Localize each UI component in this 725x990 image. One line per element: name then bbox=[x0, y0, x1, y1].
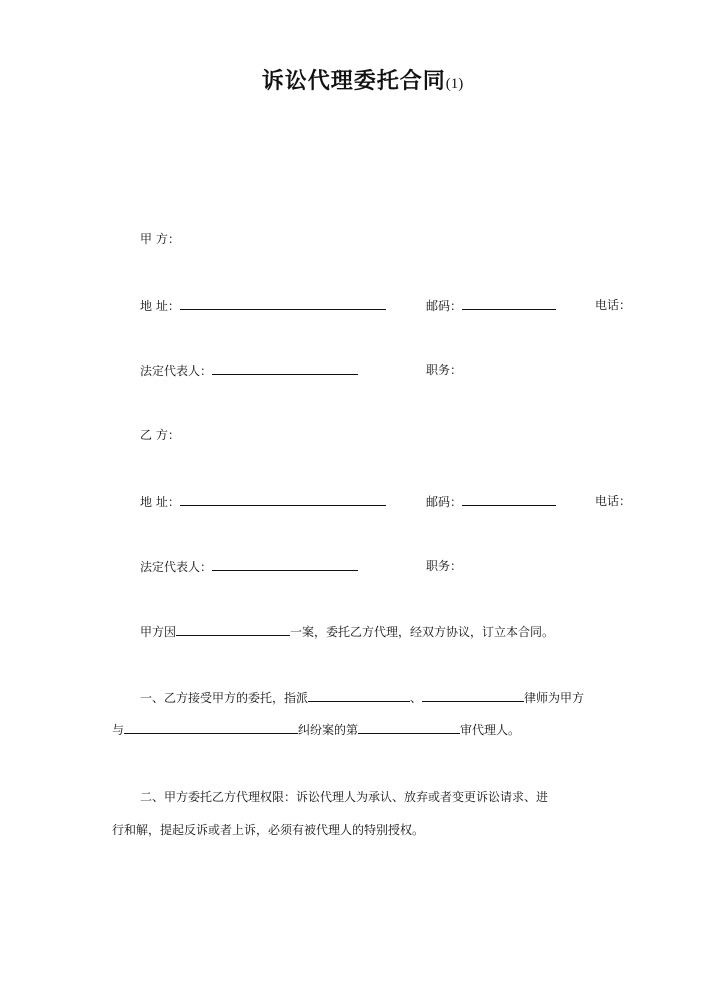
party-b-position-label: 职务： bbox=[426, 559, 463, 573]
party-b-address-field[interactable] bbox=[180, 493, 386, 506]
party-a-label: 甲 方： bbox=[140, 232, 180, 246]
party-a-address-row bbox=[140, 297, 386, 313]
clause1-sep: 、 bbox=[410, 691, 423, 705]
party-a-rep-label: 法定代表人： bbox=[140, 364, 213, 378]
clause1-line1 bbox=[140, 689, 584, 705]
intro-prefix: 甲方因 bbox=[140, 625, 177, 639]
clause1-text4: 纠纷案的第 bbox=[298, 723, 359, 737]
clause1-line2 bbox=[112, 721, 520, 737]
title-text: 诉讼代理委托合同 bbox=[261, 68, 446, 94]
lawyer1-field[interactable] bbox=[308, 689, 410, 702]
party-b-rep-field[interactable] bbox=[212, 558, 358, 571]
party-b-phone-label: 电话： bbox=[595, 494, 632, 508]
party-a-address-label: 地 址： bbox=[140, 299, 180, 313]
party-a-rep-field[interactable] bbox=[212, 362, 358, 375]
party-a-phone-label: 电话： bbox=[595, 298, 632, 312]
clause1-text5: 审代理人。 bbox=[460, 723, 521, 737]
party-b-label: 乙 方： bbox=[140, 428, 180, 442]
party-b-rep-row bbox=[140, 558, 358, 574]
party-a-postcode-row bbox=[426, 297, 556, 313]
party-b-rep-label: 法定代表人： bbox=[140, 560, 213, 574]
opposing-party-field[interactable] bbox=[124, 721, 298, 734]
clause1-text1: 一、乙方接受甲方的委托，指派 bbox=[140, 691, 309, 705]
intro-suffix: 一案，委托乙方代理，经双方协议，订立本合同。 bbox=[290, 625, 555, 639]
party-b-postcode-field[interactable] bbox=[462, 493, 556, 506]
clause1-text2: 律师为甲方 bbox=[524, 691, 585, 705]
document-title bbox=[0, 64, 725, 95]
clause2-line2: 行和解，提起反诉或者上诉，必须有被代理人的特别授权。 bbox=[112, 823, 425, 837]
case-name-field[interactable] bbox=[176, 623, 290, 636]
party-b-address-label: 地 址： bbox=[140, 495, 180, 509]
party-a-postcode-label: 邮码： bbox=[426, 299, 463, 313]
party-b-address-row bbox=[140, 493, 386, 509]
title-suffix: (1) bbox=[445, 76, 464, 92]
clause2-line1: 二、甲方委托乙方代理权限：诉讼代理人为承认、放弃或者变更诉讼请求、进 bbox=[140, 790, 549, 804]
party-a-position-label: 职务： bbox=[426, 363, 463, 377]
clause1-text3: 与 bbox=[112, 723, 125, 737]
party-b-postcode-label: 邮码： bbox=[426, 495, 463, 509]
party-a-rep-row bbox=[140, 362, 358, 378]
party-a-postcode-field[interactable] bbox=[462, 297, 556, 310]
intro-paragraph bbox=[140, 623, 554, 639]
instance-field[interactable] bbox=[358, 721, 460, 734]
lawyer2-field[interactable] bbox=[422, 689, 524, 702]
party-b-postcode-row bbox=[426, 493, 556, 509]
party-a-address-field[interactable] bbox=[180, 297, 386, 310]
